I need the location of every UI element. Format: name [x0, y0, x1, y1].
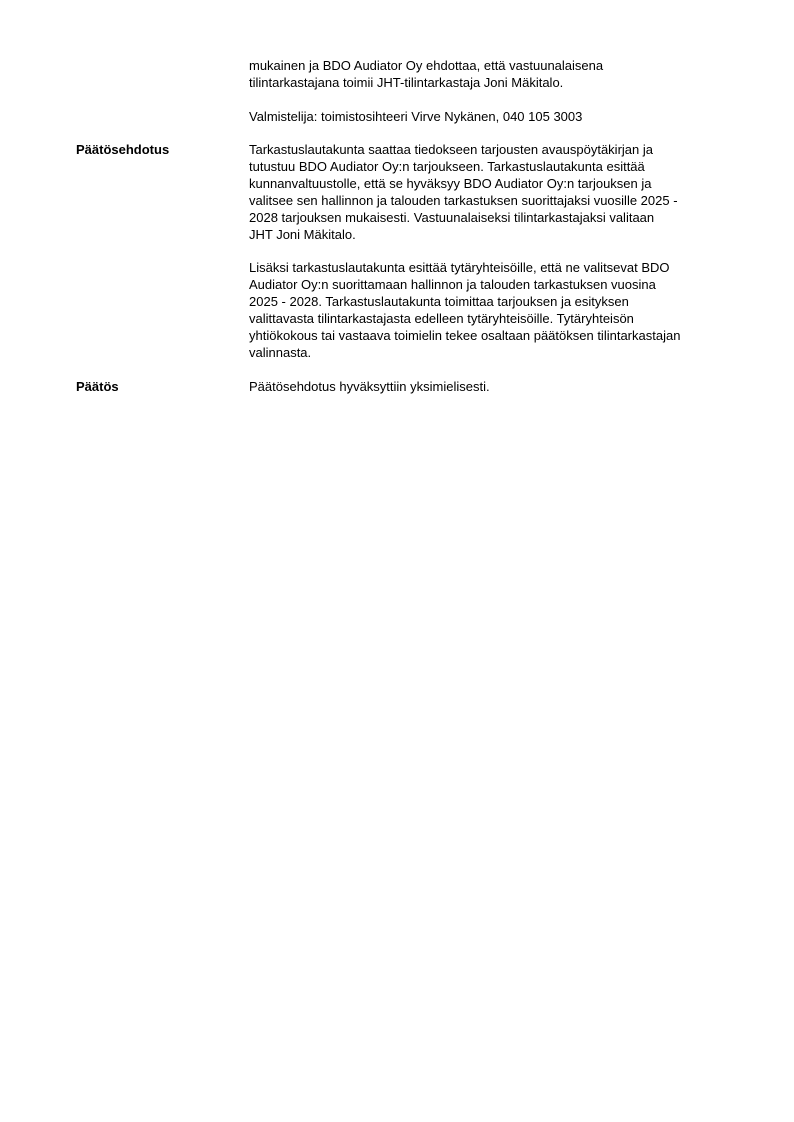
decision-label: Päätös: [76, 379, 119, 394]
proposal-line: 2028 tarjouksen mukaisesti. Vastuunalaiseksi tilintarkastajaksi valitaan: [249, 210, 655, 225]
proposal-line: valinnasta.: [249, 345, 312, 360]
proposal-line: kunnanvaltuustolle, että se hyväksyy BDO Audiator Oy:n tarjouksen ja: [249, 176, 652, 191]
proposal-line: Audiator Oy:n suorittamaan hallinnon ja talouden tarkastuksen vuosina: [249, 277, 656, 292]
proposal-line: 2025 - 2028. Tarkastuslautakunta toimittaa tarjouksen ja esityksen: [249, 294, 629, 309]
intro-line: mukainen ja BDO Audiator Oy ehdottaa, että vastuunalaisena: [249, 58, 604, 73]
proposal-line: Lisäksi tarkastuslautakunta esittää tytäryhteisöille, että ne valitsevat BDO: [249, 260, 670, 275]
proposal-line: tutustuu BDO Audiator Oy:n tarjoukseen. Tarkastuslautakunta esittää: [249, 159, 645, 174]
intro-line: tilintarkastajana toimii JHT-tilintarkastaja Joni Mäkitalo.: [249, 75, 564, 90]
proposal-line: valittavasta tilintarkastajasta edelleen tytäryhteisöille. Tytäryhteisön: [249, 311, 634, 326]
proposal-paragraph-2: [249, 259, 741, 361]
proposal-paragraph-1: [249, 141, 741, 243]
proposal-line: Tarkastuslautakunta saattaa tiedokseen tarjousten avauspöytäkirjan ja: [249, 142, 653, 157]
proposal-line: yhtiökokous tai vastaava toimielin tekee osaltaan päätöksen tilintarkastajan: [249, 328, 681, 343]
proposal-line: valitsee sen hallinnon ja talouden tarkastuksen suorittajaksi vuosille 2025 -: [249, 193, 678, 208]
proposal-line: JHT Joni Mäkitalo.: [249, 227, 356, 242]
proposal-label: Päätösehdotus: [76, 142, 170, 157]
intro-paragraph: [249, 57, 741, 91]
preparer-line: Valmistelija: toimistosihteeri Virve Nykänen, 040 105 3003: [249, 109, 583, 124]
decision-text: Päätösehdotus hyväksyttiin yksimielisesti.: [249, 379, 490, 394]
